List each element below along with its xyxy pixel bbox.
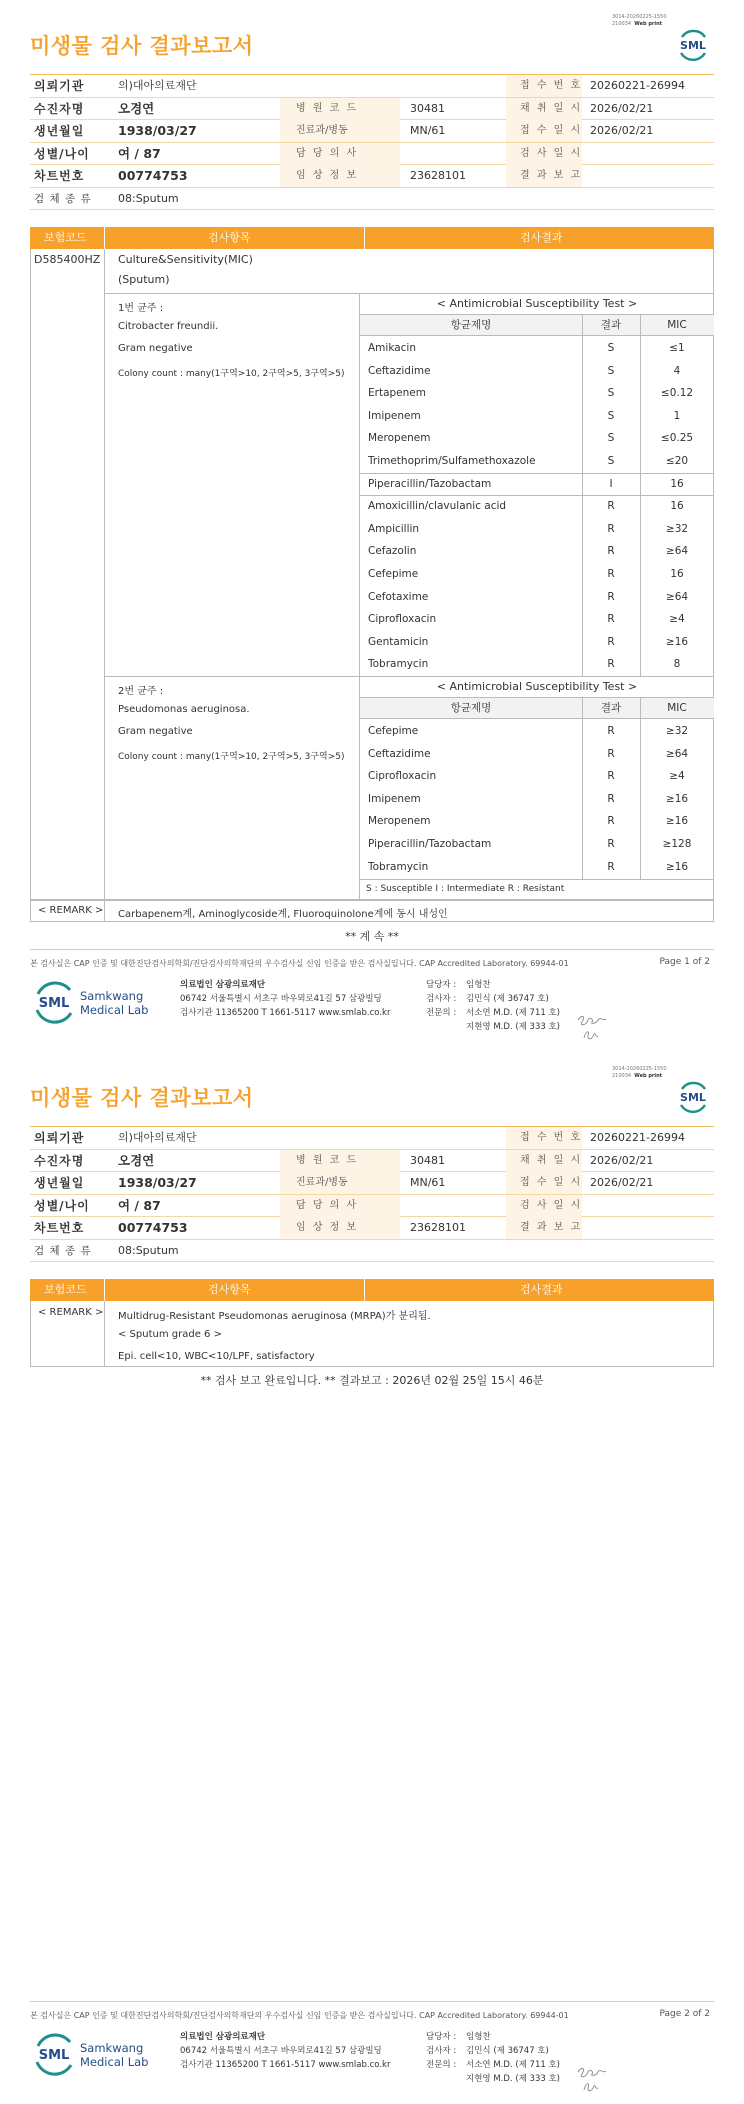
org1-ast-row (360, 473, 714, 496)
svg-text:SML: SML (680, 1091, 706, 1104)
receipt-date-value: 2026/02/21 (590, 124, 654, 137)
org1-ast-row (360, 495, 714, 518)
patient-info-table: 의뢰기관 의)대아의료재단 접 수 번 호 20260221-26994 수진자명 오경연 병 원 코 드 30481 채 취 일 시 2026/02/21 생년월일 1938/03/27 진료과/병동 MN/61 접 수 일 시 2026/02/21 성별/나이 여 / 87 담 당 의 사 검 사 일 시 차트번호 00774753 임 상 정 보 23628101 결 과 보 고 검 체 종 류 08:Sputum (30, 1126, 714, 1262)
org2-ast-row (360, 743, 714, 766)
signature-icon (574, 1010, 610, 1044)
svg-text:Medical Lab: Medical Lab (80, 2055, 149, 2069)
susceptibility-legend: S : Susceptible I : Intermediate R : Resistant (366, 884, 565, 894)
chart-no-value: 00774753 (118, 168, 188, 183)
mic-value: ≥64 (665, 747, 689, 760)
mic-value: ≥16 (665, 815, 689, 828)
samkwang-logo-icon (34, 2032, 154, 2076)
org2-ast-row (360, 720, 714, 743)
susceptibility-result: R (607, 590, 615, 603)
dob-value: 1938/03/27 (118, 123, 197, 138)
result-header (30, 227, 714, 249)
lab-org-info: 의료법인 삼광의료재단 06742 서울특별시 서초구 바우뫼로41길 57 삼광빌딩 검사기관 11365200 T 1661-5117 www.smlab.co.kr (180, 980, 391, 1018)
hospital-code-label: 병 원 코 드 (296, 102, 359, 114)
test-name: Culture&Sensitivity(MIC) (118, 253, 253, 266)
patient-name-value: 오경연 (118, 100, 155, 116)
insurance-code-header: 보험코드 (44, 231, 87, 244)
sml-logo-icon (676, 1080, 710, 1114)
org1-ast-row (360, 586, 714, 609)
org2-ast-row (360, 788, 714, 811)
drug-name: Ertapenem (368, 387, 426, 400)
org1-ast-row (360, 382, 714, 405)
org1-name: Citrobacter freundii. (118, 321, 219, 332)
mic-value: ≤0.25 (660, 432, 694, 445)
continued-notice: ** 계 속 ** (345, 930, 399, 943)
org1-ast-row (360, 450, 714, 473)
susceptibility-result: S (607, 432, 615, 445)
susceptibility-result: R (607, 500, 615, 513)
remark-label: < REMARK > (38, 1307, 104, 1318)
susceptibility-result: R (607, 838, 615, 850)
mic-value: 8 (673, 658, 681, 671)
mic-value: ≥4 (669, 613, 685, 626)
susceptibility-result: R (607, 568, 615, 580)
dept-label: 진료과/병동 (296, 125, 348, 136)
specimen-value: 08:Sputum (118, 191, 179, 205)
svg-text:SML: SML (38, 996, 70, 1011)
clinical-info-value: 23628101 (410, 169, 466, 182)
drug-name: Ampicillin (368, 522, 420, 535)
drug-name: Ceftazidime (368, 747, 431, 760)
drug-name: Amoxicillin/clavulanic acid (368, 500, 507, 513)
mic-value: ≥16 (665, 792, 689, 805)
result-header: 보험코드 검사항목 검사결과 (30, 1279, 714, 1301)
org1-gram: Gram negative (118, 343, 193, 354)
patient-info-table (30, 74, 714, 210)
mic-value: 1 (673, 409, 681, 422)
hospital-code-value: 30481 (410, 101, 445, 115)
mic-value: ≥16 (665, 860, 689, 873)
susceptibility-result: R (607, 860, 615, 873)
page-title: 미생물 검사 결과보고서 (30, 34, 254, 58)
org1-ast-row (360, 337, 714, 360)
lab-staff-info: 담당자 : 임형찬 검사자 : 김민식 (제 36747 호) 전문의 : 서소연 M.D. (제 711 호) 지현영 M.D. (제 333 호) (426, 2032, 561, 2084)
remark-text: Carbapenem계, Aminoglycoside계, Fluoroquinolone계에 동시 내성인 (118, 909, 448, 920)
test-date-label: 검 사 일 시 (520, 147, 583, 159)
org1-ast-title: < Antimicrobial Susceptibility Test > (360, 294, 714, 315)
drug-name: Meropenem (368, 432, 431, 445)
drug-name: Cefepime (368, 568, 419, 580)
specimen-label: 검 체 종 류 (34, 192, 92, 205)
page-title: 미생물 검사 결과보고서 (30, 1086, 254, 1110)
document-code: 3014-20260225-1550 210034 Web print (612, 14, 667, 27)
remark-label: < REMARK > (38, 905, 104, 916)
report-date-label: 결 과 보 고 (520, 170, 583, 181)
drug-name: Cefepime (368, 725, 419, 737)
document-code: 3014-20260225-1550 210034 Web print (612, 1066, 667, 1079)
org2-ast-row (360, 833, 714, 856)
sex-age-label: 성별/나이 (34, 146, 90, 161)
mic-value: ≤20 (665, 455, 689, 467)
drug-name: Cefazolin (368, 545, 417, 558)
susceptibility-result: R (607, 613, 615, 626)
drug-name: Tobramycin (368, 860, 429, 873)
lab-staff-info: 담당자 : 임형찬 검사자 : 김민식 (제 36747 호) 전문의 : 서소연 M.D. (제 711 호) 지현영 M.D. (제 333 호) (426, 980, 561, 1032)
susceptibility-result: R (607, 725, 615, 737)
org1-ast-row (360, 653, 714, 676)
org2-label: 2번 균주 : (118, 686, 164, 697)
remark-line-3: Epi. cell<10, WBC<10/LPF, satisfactory (118, 1351, 315, 1362)
report-page-2: 3014-20260225-1550 210034 Web print SML 미생물 검사 결과보고서 의뢰기관 의)대아의료재단 접 수 번 호 20260221-26994 수진자명 오경연 병 원 코 드 30481 채 취 일 시 2026/02/21 생년월일 1938/03/27 진료과/병동 MN/61 접 수 일 시 2026/02/21 성별/나이 여 / 87 담 당 의 사 검 사 일 시 차트번호 00774753 임 상 정 보 23628101 결 과 보 고 검 체 종 류 08:Sputum 보험코드 검사항목 검사결과 < REMARK > Multidrug-Resistant Pseudomonas aeruginosa (MRPA)가 분리됨. < Sputum grade 6 > Epi. cell<10, WBC<10/LPF, satisfactory ** 검사 보고 완료입니다. ** 결과보고 : 2026년 02월 25일 15시 46분 본 검사실은 CAP 인증 및 대한진단검사의학회/진단검사의학재단의 우수검사실 신임 인증을 받은 검사실입니다. CAP Accredited Laboratory. 69944-01 Page 2 of 2 SML Samkwang Medical Lab 의료법인 삼광의료재단 06742 서울특별시 서초구 바우뫼로41길 57 삼광빌딩 검사기관 11365200 T 1661-5117 www.smlab.co.kr 담당자 : 임형찬 검사자 : 김민식 (제 36747 호) 전문의 : 서소연 M.D. (제 711 호) 지현영 M.D. (제 333 호) (0, 1052, 744, 2104)
drug-name: Meropenem (368, 815, 431, 828)
remark-line-1: Multidrug-Resistant Pseudomonas aeruginosa (MRPA)가 분리됨. (118, 1311, 431, 1322)
receipt-date-label: 접 수 일 시 (520, 125, 583, 136)
susceptibility-result: R (607, 658, 615, 671)
collect-date-value: 2026/02/21 (590, 101, 654, 115)
org2-name: Pseudomonas aeruginosa. (118, 704, 250, 715)
result-header-label: 검사결과 (520, 231, 563, 244)
patient-name-label: 수진자명 (34, 101, 85, 116)
test-code: D585400HZ (34, 253, 101, 266)
susceptibility-result: R (607, 770, 615, 783)
sml-logo-icon (676, 28, 710, 62)
doctor-label: 담 당 의 사 (296, 147, 359, 159)
org2-ast-title: < Antimicrobial Susceptibility Test > (360, 677, 714, 698)
remark-line-2: < Sputum grade 6 > (118, 1329, 222, 1340)
org1-ast-row (360, 360, 714, 383)
mic-value: 16 (670, 568, 684, 580)
org2-ast-row (360, 810, 714, 833)
susceptibility-result: R (607, 815, 615, 828)
test-specimen-sub: (Sputum) (118, 273, 170, 286)
test-item-header: 검사항목 (208, 231, 251, 244)
svg-text:SML: SML (38, 2048, 70, 2063)
susceptibility-result: R (607, 522, 615, 535)
org1-ast-row (360, 631, 714, 654)
mic-value: ≥32 (665, 725, 689, 737)
drug-name: Cefotaxime (368, 590, 429, 603)
drug-name: Imipenem (368, 409, 421, 422)
susceptibility-result: S (607, 409, 615, 422)
mic-value: ≥128 (662, 838, 692, 850)
org2-ast-row (360, 856, 714, 879)
susceptibility-result: S (607, 455, 615, 467)
mic-value: ≥64 (665, 545, 689, 558)
svg-text:Samkwang: Samkwang (80, 2041, 144, 2055)
susceptibility-result: R (607, 545, 615, 558)
receipt-no-value: 20260221-26994 (590, 79, 685, 92)
clinical-info-label: 임 상 정 보 (296, 170, 359, 181)
chart-no-label: 차트번호 (34, 169, 85, 183)
org1-ast-row (360, 608, 714, 631)
receipt-no-label: 접 수 번 호 (520, 80, 583, 91)
client-label: 의뢰기관 (34, 79, 85, 93)
org1-ast-row (360, 518, 714, 541)
sex-age-value: 여 / 87 (118, 145, 161, 161)
mic-value: ≥4 (669, 770, 685, 783)
drug-name: Ceftazidime (368, 364, 431, 377)
drug-name: Ciprofloxacin (368, 770, 437, 783)
org1-ast-row (360, 427, 714, 450)
dept-value: MN/61 (410, 124, 446, 137)
mic-value: ≤0.12 (660, 387, 694, 400)
susceptibility-result: S (607, 364, 615, 377)
mic-value: 4 (673, 364, 681, 377)
org1-ast-row (360, 540, 714, 563)
page-number: Page 1 of 2 (659, 957, 710, 967)
mic-value: 16 (670, 477, 684, 490)
client-value: 의)대아의료재단 (118, 79, 197, 92)
page-number: Page 2 of 2 (659, 2009, 710, 2019)
dob-label: 생년월일 (34, 124, 85, 138)
drug-name: Trimethoprim/Sulfamethoxazole (368, 455, 536, 467)
drug-name: Piperacillin/Tazobactam (368, 838, 492, 850)
collect-date-label: 채 취 일 시 (520, 102, 583, 114)
drug-name: Amikacin (368, 342, 417, 354)
mic-value: ≤1 (669, 342, 685, 354)
drug-name: Piperacillin/Tazobactam (368, 477, 492, 490)
org1-ast-columns: 항균제명 결과 MIC (360, 315, 714, 336)
mic-value: ≥16 (665, 635, 689, 648)
org1-ast-row (360, 563, 714, 586)
signature-icon (574, 2062, 610, 2096)
mic-value: 16 (670, 500, 684, 513)
drug-name: Ciprofloxacin (368, 613, 437, 626)
org1-ast-row (360, 405, 714, 428)
org1-colony: Colony count : many(1구역>10, 2구역>5, 3구역>5) (118, 369, 345, 379)
susceptibility-result: R (607, 792, 615, 805)
svg-text:Medical Lab: Medical Lab (80, 1003, 149, 1017)
drug-name: Tobramycin (368, 658, 429, 671)
org2-colony: Colony count : many(1구역>10, 2구역>5, 3구역>5) (118, 752, 345, 762)
org2-gram: Gram negative (118, 726, 193, 737)
completion-notice: ** 검사 보고 완료입니다. ** 결과보고 : 2026년 02월 25일 15시 46분 (200, 1374, 544, 1387)
org2-ast-columns: 항균제명 결과 MIC (360, 698, 714, 719)
svg-text:Samkwang: Samkwang (80, 989, 144, 1003)
lab-org-info: 의료법인 삼광의료재단 06742 서울특별시 서초구 바우뫼로41길 57 삼광빌딩 검사기관 11365200 T 1661-5117 www.smlab.co.kr (180, 2032, 391, 2070)
mic-value: ≥64 (665, 590, 689, 603)
accreditation-note: 본 검사실은 CAP 인증 및 대한진단검사의학회/진단검사의학재단의 우수검사실 신임 인증을 받은 검사실입니다. CAP Accredited Laboratory. 69944-01 (30, 959, 569, 968)
mic-value: ≥32 (665, 522, 689, 535)
susceptibility-result: S (607, 342, 615, 354)
susceptibility-result: R (607, 747, 615, 760)
susceptibility-result: S (607, 387, 615, 400)
drug-name: Gentamicin (368, 635, 429, 648)
susceptibility-result: R (607, 635, 615, 648)
susceptibility-result: I (609, 477, 613, 490)
samkwang-logo-icon (34, 980, 154, 1024)
org1-label: 1번 균주 : (118, 303, 164, 314)
drug-name: Imipenem (368, 792, 421, 805)
org2-ast-row (360, 765, 714, 788)
svg-text:SML: SML (680, 39, 706, 52)
